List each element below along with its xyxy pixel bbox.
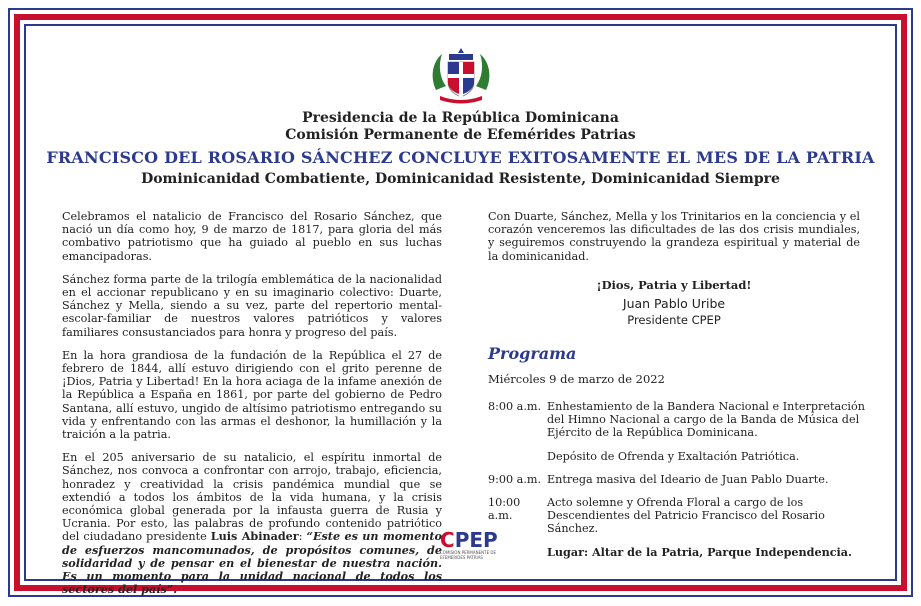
programa-heading: Programa — [488, 344, 577, 363]
paragraph-3: En la hora grandiosa de la fundación de la República el 27 de febrero de 1844, allí estuvo dirigiendo con el grito perenne de ¡Dios, Patria y Libertad! En la hora aciaga de la infame anexión de la República a España en 1861, por parte del gobierno de Pedro Santana, allí estuvo, ungido de altísimo patriotismo entregando su vida y enfrentando con las armas el deshonor, la humillación y la traición a la patria. — [62, 348, 442, 442]
document-title: FRANCISCO DEL ROSARIO SÁNCHEZ CONCLUYE EXITOSAMENTE EL MES DE LA PATRIA — [46, 148, 875, 167]
paragraph-4 — [62, 451, 442, 596]
schedule-desc: Lugar: Altar de la Patria, Parque Independencia. — [547, 544, 852, 559]
schedule-desc: Entrega masiva del Ideario de Juan Pablo Duarte. — [547, 472, 829, 486]
paragraph-2: Sánchez forma parte de la trilogía emblemática de la nacionalidad en el accionar republicano y en su imaginario colectivo: Duarte, Sánchez y Mella, siendo a su vez, parte del repertorio mental-escolar-familiar de nuestros valores patrióticos y valores familiares consustanciados para honra y progreso del país. — [62, 272, 442, 339]
cpep-logo-text — [440, 528, 498, 552]
schedule-time — [488, 450, 547, 463]
programa-date: Miércoles 9 de marzo de 2022 — [488, 372, 665, 386]
schedule-item — [488, 546, 868, 559]
schedule-item — [488, 400, 868, 440]
schedule-time: 9:00 a.m. — [488, 472, 542, 486]
header-commission: Comisión Permanente de Efemérides Patrias — [285, 127, 636, 143]
schedule-desc: Acto solemne y Ofrenda Floral a cargo de los Descendientes del Patricio Francisco del Rosario Sánchez. — [547, 496, 825, 536]
president-quote: “Este es un momento de esfuerzos mancomunados, de propósitos comunes, de solidaridad y de pensar en el bienestar de nuestra nación. Es un momento para la unidad nacional de todos los sectores del país”. — [62, 529, 442, 597]
schedule-time: 8:00 a.m. — [488, 400, 542, 413]
schedule-time: 10:00 a.m. — [488, 496, 521, 523]
cpep-logo-subtext: COMISION PERMANENTE DE EFEMERIDES PATRIAS — [440, 550, 496, 560]
schedule — [488, 400, 868, 569]
header-presidency: Presidencia de la República Dominicana — [302, 110, 619, 126]
right-column-paragraph: Con Duarte, Sánchez, Mella y los Trinitarios en la conciencia y el corazón venceremos las dificultades de las dos crisis mundiales, y seguiremos construyendo la grandeza espiritual y material de la dominicanidad. — [488, 210, 860, 263]
cpep-logo-c: C — [440, 528, 455, 552]
signer-title: Presidente CPEP — [627, 313, 721, 327]
motto: ¡Dios, Patria y Libertad! — [596, 278, 752, 292]
schedule-desc: Depósito de Ofrenda y Exaltación Patriótica. — [547, 449, 800, 463]
coat-of-arms-icon — [428, 44, 494, 106]
schedule-desc: Enhestamiento de la Bandera Nacional e Interpretación del Himno Nacional a cargo de la Banda de Música del Ejército de la República Dominicana. — [547, 400, 865, 440]
paragraph-4-intro: En el 205 aniversario de su natalicio, el espíritu inmortal de Sánchez, nos convoca a confrontar con arrojo, trabajo, eficiencia, honradez y creatividad la crisis pandémica mundial que se extendió a todos los ámbitos de la vida humana, y la crisis económica global generada por la infausta guerra de Rusia y Ucrania. Por esto, las palabras de profundo contenido patriótico del ciudadano presidente — [62, 451, 442, 544]
schedule-item — [488, 496, 868, 536]
schedule-item — [488, 473, 868, 486]
cpep-logo-rest: PEP — [454, 528, 498, 552]
schedule-item — [488, 450, 868, 463]
paragraph-1: Celebramos el natalicio de Francisco del Rosario Sánchez, que nació un día como hoy, 9 de marzo de 1817, para gloria del más combativo patriotismo que ha guiado al pueblo en sus luchas emancipadoras. — [62, 210, 442, 263]
paragraph-4-colon: : — [298, 530, 307, 544]
signer-name: Juan Pablo Uribe — [622, 296, 726, 311]
president-name: Luis Abinader — [210, 529, 299, 544]
left-column — [62, 210, 442, 606]
document-subtitle: Dominicanidad Combatiente, Dominicanidad Resistente, Dominicanidad Siempre — [141, 171, 780, 187]
cpep-logo — [440, 528, 504, 558]
